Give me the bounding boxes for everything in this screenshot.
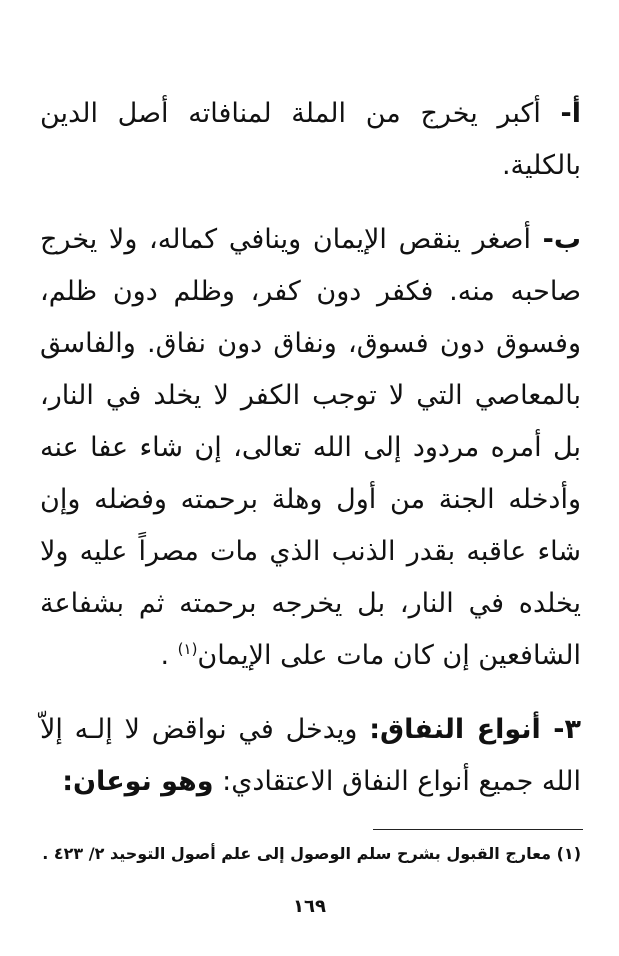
paragraph-b-tail: . bbox=[160, 640, 178, 671]
paragraph-b-marker: ب- bbox=[542, 224, 581, 255]
paragraph-a bbox=[40, 88, 581, 192]
page-number: ١٦٩ bbox=[293, 896, 326, 917]
section-heading: ٣- أنواع النفاق: bbox=[369, 714, 581, 745]
footnote-divider bbox=[373, 829, 583, 830]
paragraph-a-marker: أ- bbox=[560, 98, 581, 129]
paragraph-3-text: ويدخل في نواقض لا إلـه إلاّ الله جميع أنواع النفاق الاعتقادي: bbox=[40, 714, 581, 797]
main-text bbox=[40, 88, 581, 808]
paragraph-a-text: أكبر يخرج من الملة لمنافاته أصل الدين بالكلية. bbox=[40, 98, 581, 181]
paragraph-b bbox=[40, 214, 581, 682]
paragraph-3 bbox=[40, 704, 581, 808]
paragraph-b-text: أصغر ينقص الإيمان وينافي كماله، ولا يخرج صاحبه منه. فكفر دون كفر، وظلم دون ظلم، وفسوق دون فسوق، ونفاق دون نفاق. والفاسق بالمعاصي التي لا توجب الكفر لا يخلد في النار، بل أمره مردود إلى الله تعالى، إن شاء عفا عنه وأدخله الجنة من أول وهلة برحمته وفضله وإن شاء عاقبه بقدر الذنب الذي مات مصراً عليه ولا يخلده في النار، بل يخرجه برحمته ثم بشفاعة الشافعين إن كان مات على الإيمان bbox=[40, 224, 581, 671]
footnote-reference[interactable]: (١) bbox=[177, 640, 198, 658]
paragraph-3-emphasis: وهو نوعان: bbox=[62, 766, 214, 797]
footnote: (١) معارج القبول بشرح سلم الوصول إلى علم أصول التوحيد ٢/ ٤٢٣ . bbox=[42, 844, 581, 863]
